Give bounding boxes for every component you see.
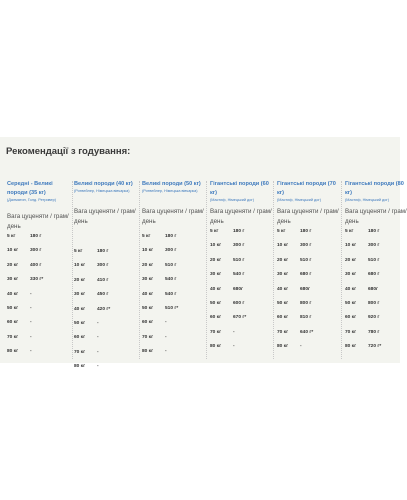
feeding-row [7, 248, 69, 260]
feeding-row [277, 229, 339, 241]
feeding-column-60kg [210, 180, 272, 203]
puppy-weight: 60 кг [7, 320, 19, 326]
puppy-weight: 30 кг [142, 277, 154, 283]
feeding-row [345, 243, 407, 255]
puppy-weight: 30 кг [7, 277, 19, 283]
feeding-row [277, 344, 339, 356]
daily-grams: 300 г [300, 243, 312, 249]
puppy-weight: 60 кг [277, 315, 289, 321]
daily-grams: 540 г [233, 272, 245, 278]
puppy-weight: 50 кг [142, 306, 154, 311]
daily-grams: 450 г [97, 292, 109, 298]
daily-grams: - [165, 349, 167, 355]
puppy-weight: 60 кг [74, 335, 86, 341]
feeding-row [210, 243, 272, 255]
puppy-weight: 40 кг [210, 286, 222, 292]
puppy-weight: 80 кг [210, 344, 222, 350]
feeding-row [7, 306, 69, 318]
puppy-weight-label: Вага цуценяти / грам/день [277, 208, 339, 225]
column-divider [72, 181, 73, 359]
puppy-weight: 40 кг [7, 291, 19, 297]
feeding-row [277, 243, 339, 255]
daily-grams: 330 г* [30, 277, 44, 283]
puppy-weight: 70 кг [142, 334, 154, 340]
feeding-row [74, 292, 136, 304]
puppy-weight: 30 кг [74, 292, 86, 298]
daily-grams: 920 г [368, 315, 380, 321]
feeding-row [277, 258, 339, 270]
daily-grams: - [97, 321, 99, 326]
column-divider [206, 181, 207, 359]
feeding-row [210, 315, 272, 327]
puppy-weight: 40 кг [142, 291, 154, 297]
feeding-column-80kg [345, 180, 407, 203]
feeding-column-50kg [142, 180, 204, 194]
puppy-weight-label: Вага цуценяти / грам/день [142, 208, 204, 225]
daily-grams: - [165, 334, 167, 340]
puppy-weight: 5 кг [74, 249, 83, 254]
daily-grams: 720 г* [368, 344, 382, 350]
feeding-row [142, 277, 204, 289]
puppy-weight: 5 кг [345, 229, 354, 234]
puppy-weight-label: Вага цуценяти / грам/день [7, 213, 69, 230]
feeding-row [7, 263, 69, 275]
puppy-weight: 70 кг [7, 334, 19, 340]
puppy-weight: 60 кг [345, 315, 357, 321]
daily-grams: - [30, 334, 32, 340]
daily-grams: 180 г [97, 249, 109, 254]
feeding-row [345, 258, 407, 270]
daily-grams: 410 г [97, 277, 109, 283]
puppy-weight: 70 кг [74, 349, 86, 355]
feeding-row [277, 301, 339, 313]
puppy-weight: 5 кг [142, 234, 151, 239]
feeding-row [345, 344, 407, 356]
daily-grams: 180 г [368, 229, 380, 234]
puppy-weight: 80 кг [277, 344, 289, 350]
daily-grams: 180 г [30, 234, 42, 239]
daily-grams: 670 г* [233, 315, 247, 321]
puppy-weight: 50 кг [277, 301, 289, 306]
daily-grams: - [97, 349, 99, 355]
feeding-row [210, 287, 272, 299]
column-breeds: (Далматин, Голд. Ретривер) [7, 198, 57, 202]
puppy-weight: 50 кг [7, 306, 19, 311]
feeding-column-40kg [74, 180, 136, 194]
daily-grams: 600 г [233, 301, 245, 306]
puppy-weight-label: Вага цуценяти / грам/день [345, 208, 407, 225]
daily-grams: 800 г [300, 301, 312, 306]
daily-grams: 640 г* [300, 329, 314, 335]
feeding-row [74, 350, 136, 362]
feeding-row [210, 272, 272, 284]
puppy-weight: 10 кг [7, 248, 19, 254]
feeding-row [74, 263, 136, 275]
feeding-row [277, 330, 339, 342]
puppy-weight: 80 кг [142, 349, 154, 355]
feeding-row [74, 278, 136, 290]
column-breeds: (Мастиф, Німецький дог) [345, 198, 389, 202]
daily-grams: - [30, 349, 32, 355]
daily-grams: - [97, 335, 99, 341]
puppy-weight: 10 кг [210, 243, 222, 249]
daily-grams: 300 г [233, 243, 245, 249]
feeding-row [210, 344, 272, 356]
daily-grams: - [165, 320, 167, 326]
column-header: Гігантські породи (60 кг) [210, 181, 269, 196]
daily-grams: 540 г [165, 291, 177, 297]
daily-grams: - [30, 291, 32, 297]
daily-grams: - [30, 306, 32, 311]
puppy-weight: 50 кг [74, 321, 86, 326]
feeding-row [142, 306, 204, 318]
column-header: Великі породи (50 кг) [142, 181, 201, 187]
column-header: Гігантські породи (80 кг) [345, 181, 404, 196]
puppy-weight: 60 кг [210, 315, 222, 321]
daily-grams: 180 г [165, 234, 177, 239]
feeding-row [345, 229, 407, 241]
daily-grams: 680 г [300, 272, 312, 278]
page-title: Рекомендації з годування: [6, 146, 131, 157]
puppy-weight: 50 кг [210, 301, 222, 306]
puppy-weight: 40 кг [74, 306, 86, 312]
feeding-row [7, 292, 69, 304]
feeding-row [74, 321, 136, 333]
feeding-row [7, 335, 69, 347]
feeding-row [210, 258, 272, 270]
puppy-weight: 70 кг [345, 329, 357, 335]
column-divider [273, 181, 274, 359]
puppy-weight: 20 кг [74, 277, 86, 283]
feeding-row [7, 277, 69, 289]
feeding-row [74, 364, 136, 376]
puppy-weight: 5 кг [7, 234, 16, 239]
feeding-row [74, 307, 136, 319]
feeding-row [210, 330, 272, 342]
feeding-row [277, 287, 339, 299]
daily-grams: 680 г [368, 272, 380, 278]
daily-grams: 180 г [300, 229, 312, 234]
feeding-row [7, 320, 69, 332]
daily-grams: 300 г [165, 248, 177, 254]
feeding-row [142, 320, 204, 332]
column-header: Гігантські породи (70 кг) [277, 181, 336, 196]
daily-grams: 800 г [368, 301, 380, 306]
feeding-row [345, 272, 407, 284]
puppy-weight: 20 кг [142, 262, 154, 268]
daily-grams: 510 г* [165, 306, 179, 311]
puppy-weight: 10 кг [142, 248, 154, 254]
column-breeds: (Мастиф, Німецький дог) [277, 198, 321, 202]
column-header: Середні - Великі породи (35 кг) [7, 181, 53, 196]
daily-grams: - [300, 344, 302, 350]
puppy-weight: 20 кг [7, 262, 19, 268]
column-breeds: (Ротвейлер, Німецька вівчарка) [142, 189, 198, 193]
feeding-row [210, 301, 272, 313]
puppy-weight: 5 кг [277, 229, 286, 234]
daily-grams: 180 г [233, 229, 245, 234]
puppy-weight: 80 кг [74, 364, 86, 370]
puppy-weight: 5 кг [210, 229, 219, 234]
feeding-row [142, 263, 204, 275]
puppy-weight: 10 кг [277, 243, 289, 249]
feeding-row [345, 330, 407, 342]
puppy-weight: 20 кг [210, 257, 222, 263]
puppy-weight: 20 кг [345, 257, 357, 263]
puppy-weight: 40 кг [277, 286, 289, 292]
feeding-row [7, 234, 69, 246]
feeding-column-70kg [277, 180, 339, 203]
puppy-weight: 80 кг [7, 349, 19, 355]
puppy-weight: 10 кг [74, 263, 86, 269]
puppy-weight: 70 кг [210, 329, 222, 335]
feeding-row [142, 335, 204, 347]
daily-grams: 680г [368, 286, 379, 292]
daily-grams: 780 г [368, 329, 380, 335]
puppy-weight: 60 кг [142, 320, 154, 326]
puppy-weight: 80 кг [345, 344, 357, 350]
daily-grams: 540 г [165, 277, 177, 283]
daily-grams: 510 г [300, 257, 312, 263]
daily-grams: 510 г [233, 257, 245, 263]
feeding-row [345, 287, 407, 299]
feeding-row [345, 301, 407, 313]
puppy-weight: 40 кг [345, 286, 357, 292]
puppy-weight: 70 кг [277, 329, 289, 335]
column-divider [139, 181, 140, 359]
feeding-row [142, 349, 204, 361]
column-breeds: (Мастиф, Німецький дог) [210, 198, 254, 202]
puppy-weight-label: Вага цуценяти / грам/день [74, 208, 136, 225]
puppy-weight: 30 кг [277, 272, 289, 278]
puppy-weight: 20 кг [277, 257, 289, 263]
feeding-column-35kg [7, 180, 69, 203]
daily-grams: - [233, 329, 235, 335]
daily-grams: 510 г [165, 262, 177, 268]
daily-grams: 420 г* [97, 306, 111, 312]
daily-grams: 400 г [30, 262, 42, 268]
daily-grams: 810 г [300, 315, 312, 321]
puppy-weight: 30 кг [210, 272, 222, 278]
feeding-row [7, 349, 69, 361]
puppy-weight-label: Вага цуценяти / грам/день [210, 208, 272, 225]
daily-grams: 680г [300, 286, 311, 292]
feeding-row [277, 315, 339, 327]
feeding-row [142, 248, 204, 260]
feeding-row [210, 229, 272, 241]
daily-grams: 510 г [368, 257, 380, 263]
daily-grams: 680г [233, 286, 244, 292]
daily-grams: 300 г [97, 263, 109, 269]
puppy-weight: 50 кг [345, 301, 357, 306]
feeding-row [142, 292, 204, 304]
column-header: Великі породи (40 кг) [74, 181, 133, 187]
daily-grams: 300 г [368, 243, 380, 249]
feeding-row [142, 234, 204, 246]
puppy-weight: 10 кг [345, 243, 357, 249]
daily-grams: 300 г [30, 248, 42, 254]
feeding-row [74, 335, 136, 347]
column-divider [341, 181, 342, 359]
puppy-weight: 30 кг [345, 272, 357, 278]
daily-grams: - [30, 320, 32, 326]
column-breeds: (Ротвейлер, Німецька вівчарка) [74, 189, 130, 193]
daily-grams: - [97, 364, 99, 370]
feeding-row [74, 249, 136, 261]
daily-grams: - [233, 344, 235, 350]
feeding-row [345, 315, 407, 327]
feeding-row [277, 272, 339, 284]
